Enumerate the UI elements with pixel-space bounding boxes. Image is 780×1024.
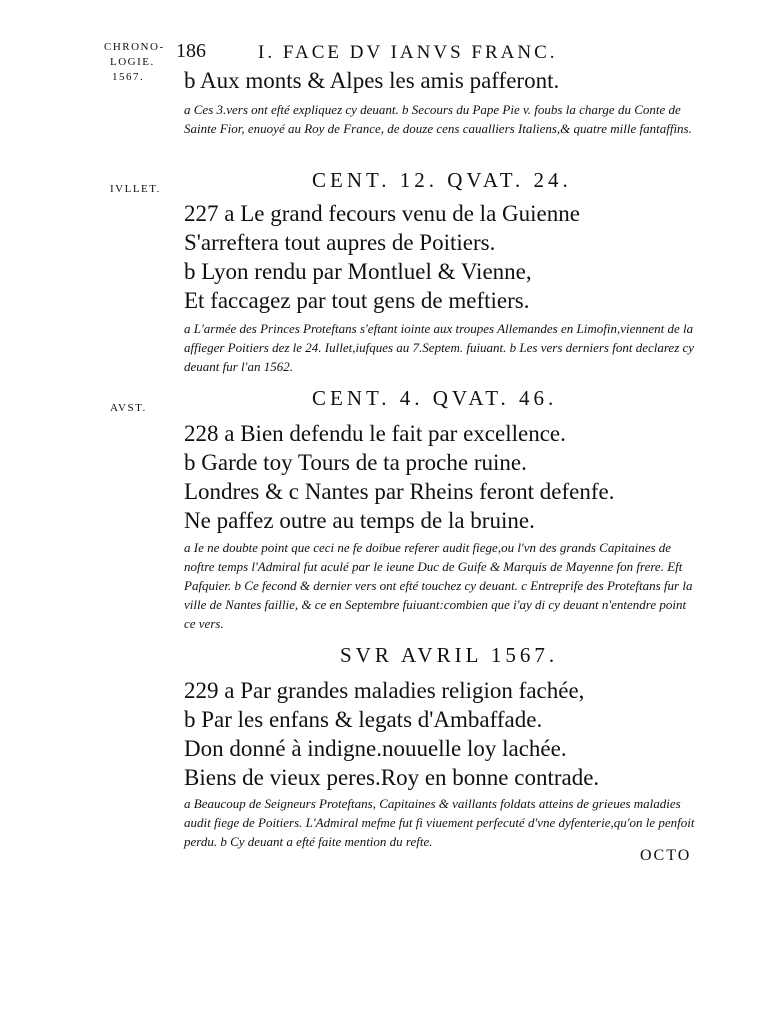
note-227: a L'armée des Princes Proteftans s'eftant iointe aux troupes Allemandes en Limofin,viennent de la affieger Poitiers dez le 24. Iullet,iufques au 7.Septem. fuiuant. b Les vers derniers font declarez cy deuant fur l'an 1562.: [184, 321, 695, 374]
verse-line: Don donné à indigne.nouuelle loy lachée.: [184, 736, 567, 761]
note-carryover: a Ces 3.vers ont efté expliquez cy deuant. b Secours du Pape Pie v. foubs la charge du Conte de Sainte Fior, enuoyé au Roy de France, de douze cens caualliers Italiens,& quatre mille fantaffins.: [184, 102, 692, 136]
section-heading-1: CENT. 12. QVAT. 24.: [312, 168, 572, 192]
verse-line: 227 a Le grand fecours venu de la Guienne: [184, 201, 580, 226]
section-heading-2: CENT. 4. QVAT. 46.: [312, 386, 558, 410]
note-228: a Ie ne doubte point que ceci ne fe doibue referer audit fiege,ou l'vn des grands Capitaines de noftre temps l'Admiral fut aculé par le ieune Duc de Guife & Marquis de Mayenne fon frere. Eft Pafquier. b Ce fecond & dernier vers ont efté touchez cy deuant. c Entreprife des Proteftans fur la ville de Nantes faillie, & ce en Septembre fuiuant:combien que i'ay di cy deuant n'entendre point ce vers.: [184, 540, 693, 631]
verse-line: Et faccagez par tout gens de meftiers.: [184, 288, 530, 313]
verse-line: Ne paffez outre au temps de la bruine.: [184, 508, 535, 533]
running-title: I. FACE DV IANVS FRANC.: [258, 42, 558, 63]
quatrain-228: [184, 419, 614, 535]
verse-line: b Garde toy Tours de ta proche ruine.: [184, 450, 527, 475]
quatrain-229: [184, 676, 599, 792]
margin-chronologie-1: CHRONO-: [104, 41, 165, 53]
page-number: 186: [176, 40, 206, 62]
verse-carryover: b Aux monts & Alpes les amis pafferont.: [184, 68, 560, 93]
verse-line: 229 a Par grandes maladies religion fachée,: [184, 678, 585, 703]
note-229: a Beaucoup de Seigneurs Proteftans, Capitaines & vaillants foldats atteins de grieues maladies audit fiege de Poitiers. L'Admiral mefme fut fi viuement perfecuté d'vne dyfenterie,qu'on le penfoit perdu. b Cy deuant a efté faite mention du refte.: [184, 796, 695, 849]
section-heading-3: SVR AVRIL 1567.: [340, 643, 559, 667]
margin-year: 1567.: [112, 71, 145, 83]
verse-line: b Lyon rendu par Montluel & Vienne,: [184, 259, 532, 284]
margin-aust: AVST.: [110, 402, 147, 414]
catchword: OCTO: [640, 847, 692, 864]
verse-line: S'arreftera tout aupres de Poitiers.: [184, 230, 496, 255]
verse-line: Biens de vieux peres.Roy en bonne contrade.: [184, 765, 600, 790]
margin-iullet: IVLLET.: [110, 183, 161, 195]
verse-line: b Par les enfans & legats d'Ambaffade.: [184, 707, 543, 732]
verse-line: Londres & c Nantes par Rheins feront defenfe.: [184, 479, 615, 504]
quatrain-227: [184, 199, 580, 315]
margin-chronologie-2: LOGIE.: [110, 56, 155, 68]
verse-line: 228 a Bien defendu le fait par excellence.: [184, 421, 566, 446]
